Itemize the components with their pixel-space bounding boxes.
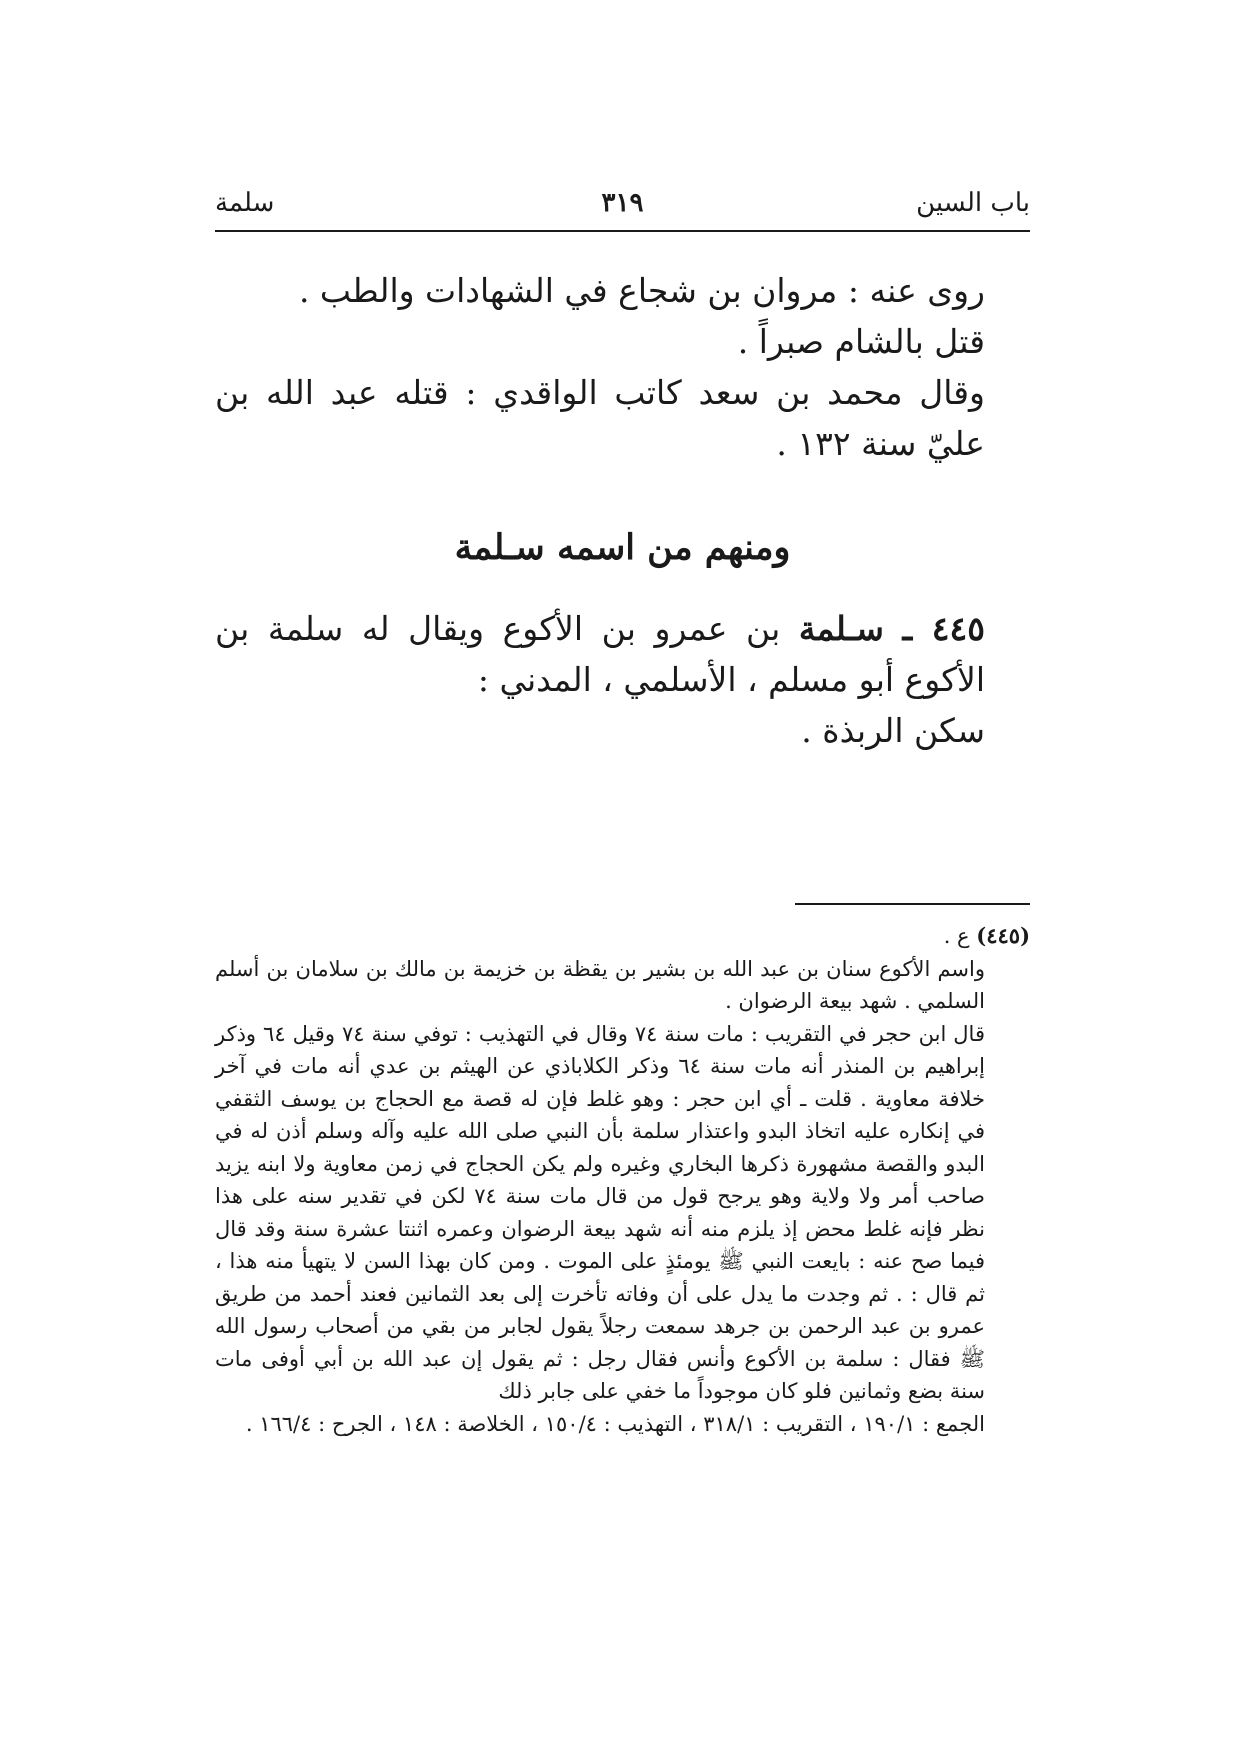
running-header (215, 188, 1030, 228)
death-line: قتل بالشام صبراً . (737, 322, 985, 361)
footnote-para-2: قال ابن حجر في التقريب : مات سنة ٧٤ وقال في التهذيب : توفي سنة ٧٤ وقيل ٦٤ وذكر إبراهيم بن المنذر أنه مات سنة ٦٤ وذكر الكلاباذي عن الهيثم بن عدي أنه مات في آخر خلافة معاوية . قلت ـ أي ابن حجر : وهو غلط فإن له قصة مع الحجاج بن يوسف الثقفي في إنكاره عليه اتخاذ البدو واعتذار سلمة بأن النبي صلى الله عليه وآله وسلم أذن له في البدو والقصة مشهورة ذكرها البخاري وغيره ولم يكن الحجاج في زمن معاوية ولا ابنه يزيد صاحب أمر ولا ولاية وهو يرجح قول من قال مات سنة ٧٤ لكن في تقدير سنه على هذا نظر فإنه غلط محض إذ يلزم منه أنه شهد بيعة الرضوان وعمره اثنتا عشرة سنة وقد قال فيما صح عنه : بايعت النبي ﷺ يومئذٍ على الموت . ومن كان بهذا السن لا يتهيأ منه هذا ، ثم قال : . ثم وجدت ما يدل على أن وفاته تأخرت إلى بعد الثمانين فعند أحمد من طريق عمرو بن عبد الرحمن بن جرهد سمعت رجلاً يقول لجابر من بقي من أصحاب رسول الله ﷺ فقال : سلمة بن الأكوع وأنس فقال رجل : ثم يقول إن عبد الله بن أبي أوفى مات سنة بضع وثمانين فلو كان موجوداً ما خفي على جابر ذلك (215, 1021, 986, 1403)
footnotes (215, 920, 1030, 1440)
entry-residence: سكن الربذة . (801, 711, 985, 750)
footnote-para-1: واسم الأكوع سنان بن عبد الله بن بشير بن يقظة بن خزيمة بن مالك بن سلامان بن أسلم السلمي . شهد بيعة الرضوان . (215, 956, 985, 1013)
footnote-para-3: الجمع : ١٩٠/١ ، التقريب : ٣١٨/١ ، التهذيب : ١٥٠/٤ ، الخلاصة : ١٤٨ ، الجرح : ١٦٦/٤ . (245, 1411, 985, 1436)
entry-number: ٤٤٥ ـ (902, 609, 985, 648)
entry-name: سـلمة (798, 609, 884, 648)
page-number: ٣١٩ (601, 188, 644, 218)
footnote-rule (795, 903, 1030, 905)
header-entry-name: سلمة (215, 188, 275, 218)
entry-text: بن عمرو بن الأكوع ويقال له سلمة بن الأكوع أبو مسلم ، الأسلمي ، المدني : (215, 609, 985, 699)
main-text (215, 265, 1030, 756)
footnote-ref-tail: ع . (943, 924, 970, 948)
header-rule (215, 230, 1030, 232)
footnote-ref: (٤٤٥) (976, 923, 1030, 948)
narrators-line: روى عنه : مروان بن شجاع في الشهادات والطب . (298, 271, 985, 310)
footnote-ref-line (215, 920, 1030, 953)
section-heading: ومنهم من اسمه سـلمة (454, 527, 791, 568)
ibn-saad-line: وقال محمد بن سعد كاتب الواقدي : قتله عبد الله بن عليّ سنة ١٣٢ . (215, 373, 985, 463)
entry-445 (215, 603, 1030, 705)
header-section-title: باب السين (916, 188, 1030, 218)
